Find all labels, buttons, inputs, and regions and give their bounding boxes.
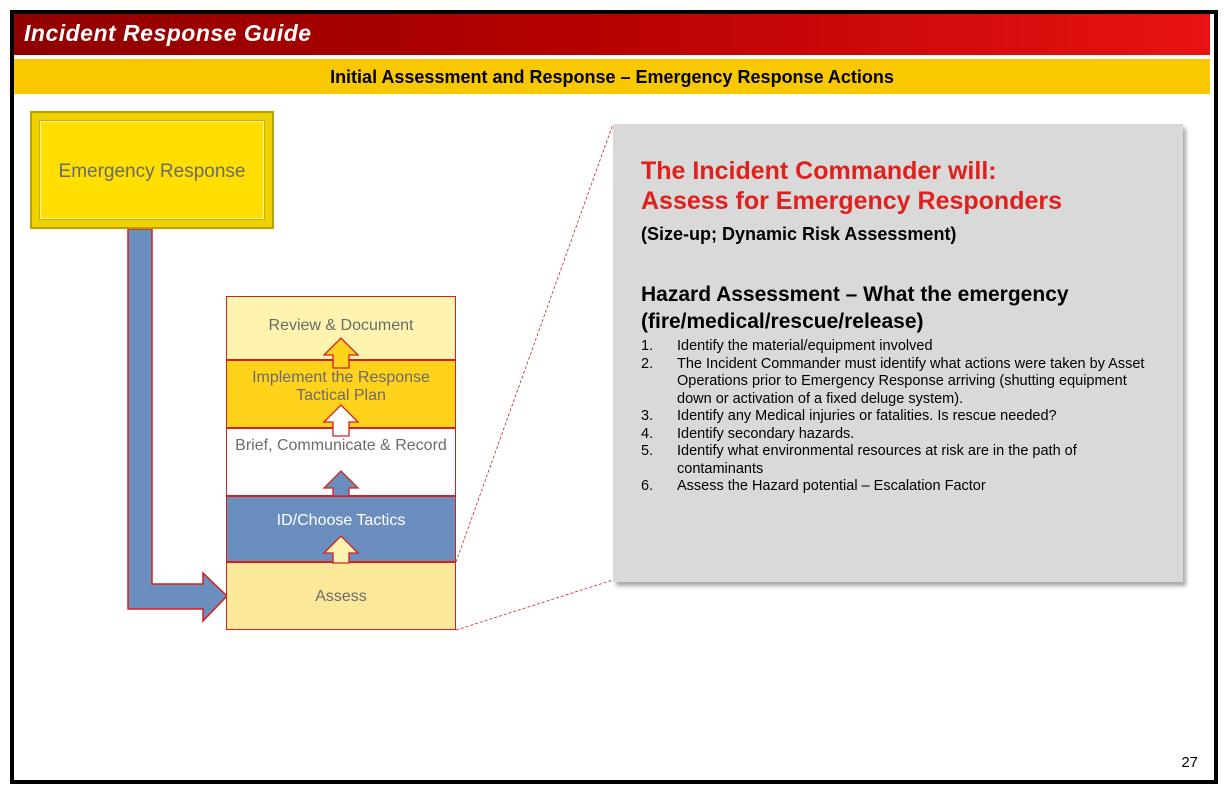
list-item-number: 1.	[641, 338, 654, 354]
list-item	[641, 408, 1161, 426]
list-item-number: 5.	[641, 443, 654, 459]
list-item-text: Identify any Medical injuries or fatalities. Is rescue needed?	[677, 408, 1057, 424]
panel-heading	[641, 156, 1062, 216]
list-item-number: 6.	[641, 478, 654, 494]
up-arrow-implement-to-review	[324, 338, 358, 368]
panel-subheading: (Size-up; Dynamic Risk Assessment)	[641, 224, 957, 244]
list-item-text: Identify secondary hazards.	[677, 425, 855, 442]
hazard-heading-line1: Hazard Assessment – What the emergency	[641, 283, 1069, 306]
list-item	[641, 338, 1161, 356]
page-title: Incident Response Guide	[24, 20, 312, 46]
list-item	[641, 426, 1161, 444]
list-item	[641, 443, 1161, 478]
list-item-text: Identify the material/equipment involved	[677, 338, 933, 354]
list-item-text: The Incident Commander must identify what actions were taken by Asset Operations prior to Emergency Response arriving (shutting equipment down or activation of a fixed deluge system).	[677, 355, 1145, 407]
hazard-heading	[641, 281, 1069, 335]
emergency-response-label: Emergency Response	[58, 161, 246, 182]
page-number: 27	[1181, 754, 1198, 771]
list-item	[641, 356, 1161, 409]
panel-heading-line1: The Incident Commander will:	[641, 157, 997, 185]
step-review-label: Review & Document	[268, 317, 414, 334]
list-item-number: 2.	[641, 355, 654, 372]
up-arrow-brief-to-implement	[324, 405, 358, 436]
list-item-text: Assess the Hazard potential – Escalation Factor	[677, 478, 986, 494]
step-brief-label: Brief, Communicate & Record	[235, 437, 447, 454]
list-item-number: 3.	[641, 408, 654, 424]
hazard-steps-list	[641, 338, 1161, 496]
incident-commander-panel	[613, 124, 1183, 582]
step-assess-label: Assess	[315, 588, 367, 605]
step-tactics-label: ID/Choose Tactics	[276, 512, 406, 529]
list-item	[641, 478, 1161, 496]
list-item-text: Identify what environmental resources at risk are in the path of contaminants	[677, 443, 1077, 477]
page-subtitle: Initial Assessment and Response – Emergency Response Actions	[330, 67, 894, 87]
panel-heading-line2: Assess for Emergency Responders	[641, 187, 1063, 215]
hazard-heading-line2: (fire/medical/rescue/release)	[641, 310, 924, 333]
up-arrow-tactics-to-brief	[324, 471, 358, 496]
step-implement-label: Implement the Response Tactical Plan	[252, 369, 430, 404]
up-arrow-assess-to-tactics	[324, 536, 358, 563]
list-item-number: 4.	[641, 425, 654, 442]
